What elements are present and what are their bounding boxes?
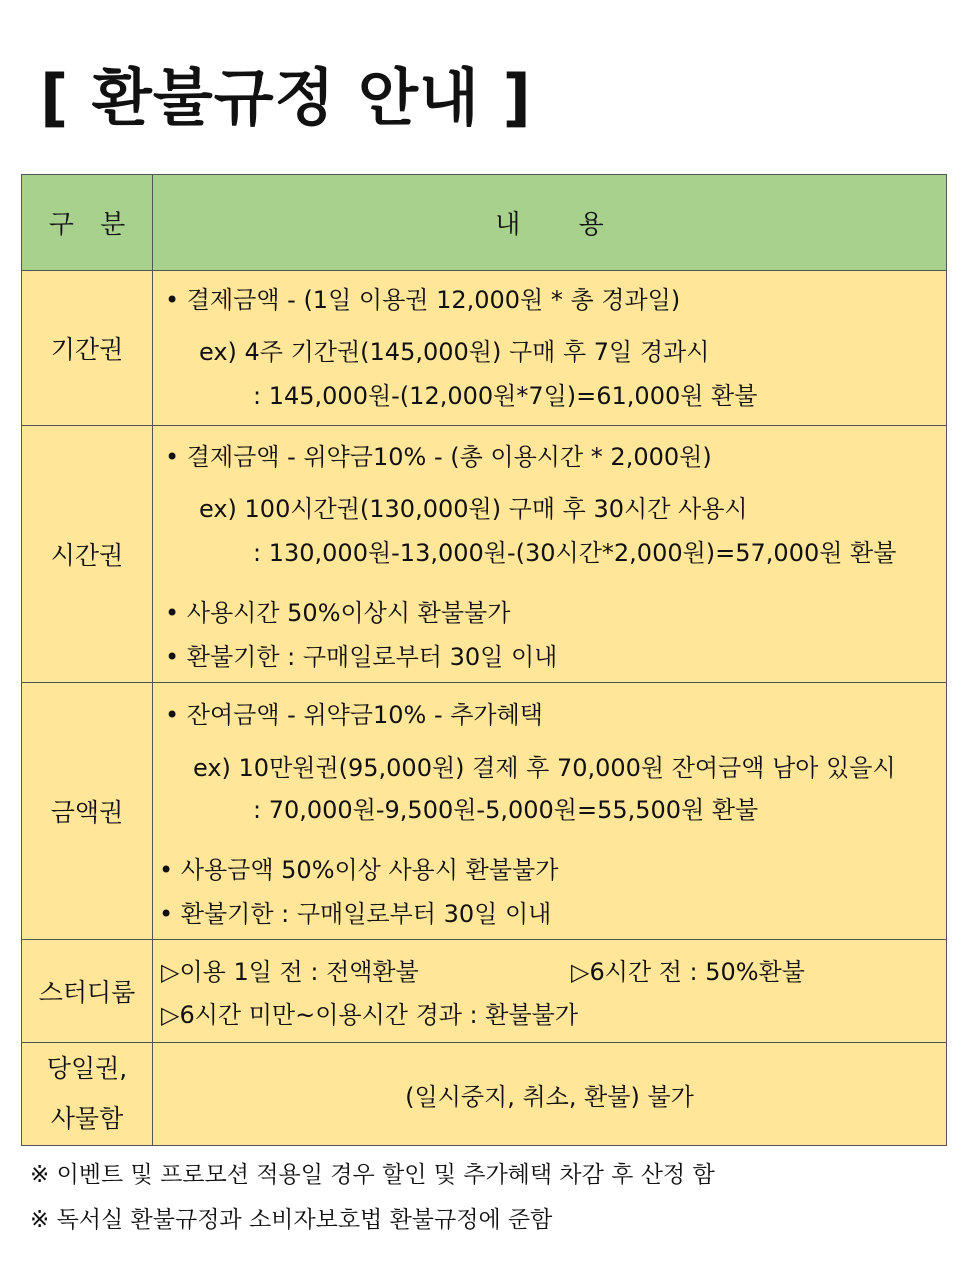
table-row <box>22 426 947 683</box>
list-item: ▷6시간 전 : 50%환불 <box>571 958 805 986</box>
table-row <box>22 940 947 1043</box>
category-day-pass-line2: 사물함 <box>50 1104 124 1133</box>
category-study-room: 스터디룸 <box>22 940 153 1043</box>
category-amount-pass: 금액권 <box>22 683 153 940</box>
list-item: ▷6시간 미만~이용시간 경과 : 환불불가 <box>161 1001 579 1029</box>
list-item: • 환불기한 : 구매일로부터 30일 이내 <box>159 900 552 928</box>
list-item: : 130,000원-13,000원-(30시간*2,000원)=57,000원 환불 <box>253 539 897 567</box>
list-item: ex) 100시간권(130,000원) 구매 후 30시간 사용시 <box>199 495 748 523</box>
list-item: : 145,000원-(12,000원*7일)=61,000원 환불 <box>253 382 758 410</box>
list-item: • 환불기한 : 구매일로부터 30일 이내 <box>165 643 558 671</box>
category-period-pass: 기간권 <box>22 271 153 426</box>
content-day-pass: (일시중지, 취소, 환불) 불가 <box>153 1043 947 1146</box>
list-item: ex) 10만원권(95,000원) 결제 후 70,000원 잔여금액 남아 있을시 <box>193 754 896 782</box>
header-category: 구 분 <box>22 175 153 271</box>
content-amount-pass <box>153 683 947 940</box>
content-study-room <box>153 940 947 1043</box>
list-item: • 결제금액 - (1일 이용권 12,000원 * 총 경과일) <box>165 286 681 314</box>
page-title: [ 환불규정 안내 ] <box>40 61 532 134</box>
list-item: ex) 4주 기간권(145,000원) 구매 후 7일 경과시 <box>199 338 710 366</box>
content-time-pass <box>153 426 947 683</box>
list-item: • 사용금액 50%이상 사용시 환불불가 <box>159 856 559 884</box>
category-day-pass-line1: 당일권, <box>46 1054 128 1083</box>
list-item: ▷이용 1일 전 : 전액환불 <box>161 958 419 986</box>
header-content: 내 용 <box>153 175 947 271</box>
list-item: : 70,000원-9,500원-5,000원=55,500원 환불 <box>253 796 759 824</box>
table-row <box>22 271 947 426</box>
note-consumer-law: ※ 독서실 환불규정과 소비자보호법 환불규정에 준함 <box>30 1207 553 1233</box>
category-day-pass <box>22 1043 153 1146</box>
list-item: • 사용시간 50%이상시 환불불가 <box>165 599 511 627</box>
refund-table <box>21 174 947 1146</box>
category-time-pass: 시간권 <box>22 426 153 683</box>
table-row <box>22 1043 947 1146</box>
table-row <box>22 683 947 940</box>
list-item: • 결제금액 - 위약금10% - (총 이용시간 * 2,000원) <box>165 443 712 471</box>
note-promotion: ※ 이벤트 및 프로모션 적용일 경우 할인 및 추가혜택 차감 후 산정 함 <box>30 1162 715 1188</box>
list-item: • 잔여금액 - 위약금10% - 추가혜택 <box>165 701 543 729</box>
table-header-row <box>22 175 947 271</box>
content-period-pass <box>153 271 947 426</box>
